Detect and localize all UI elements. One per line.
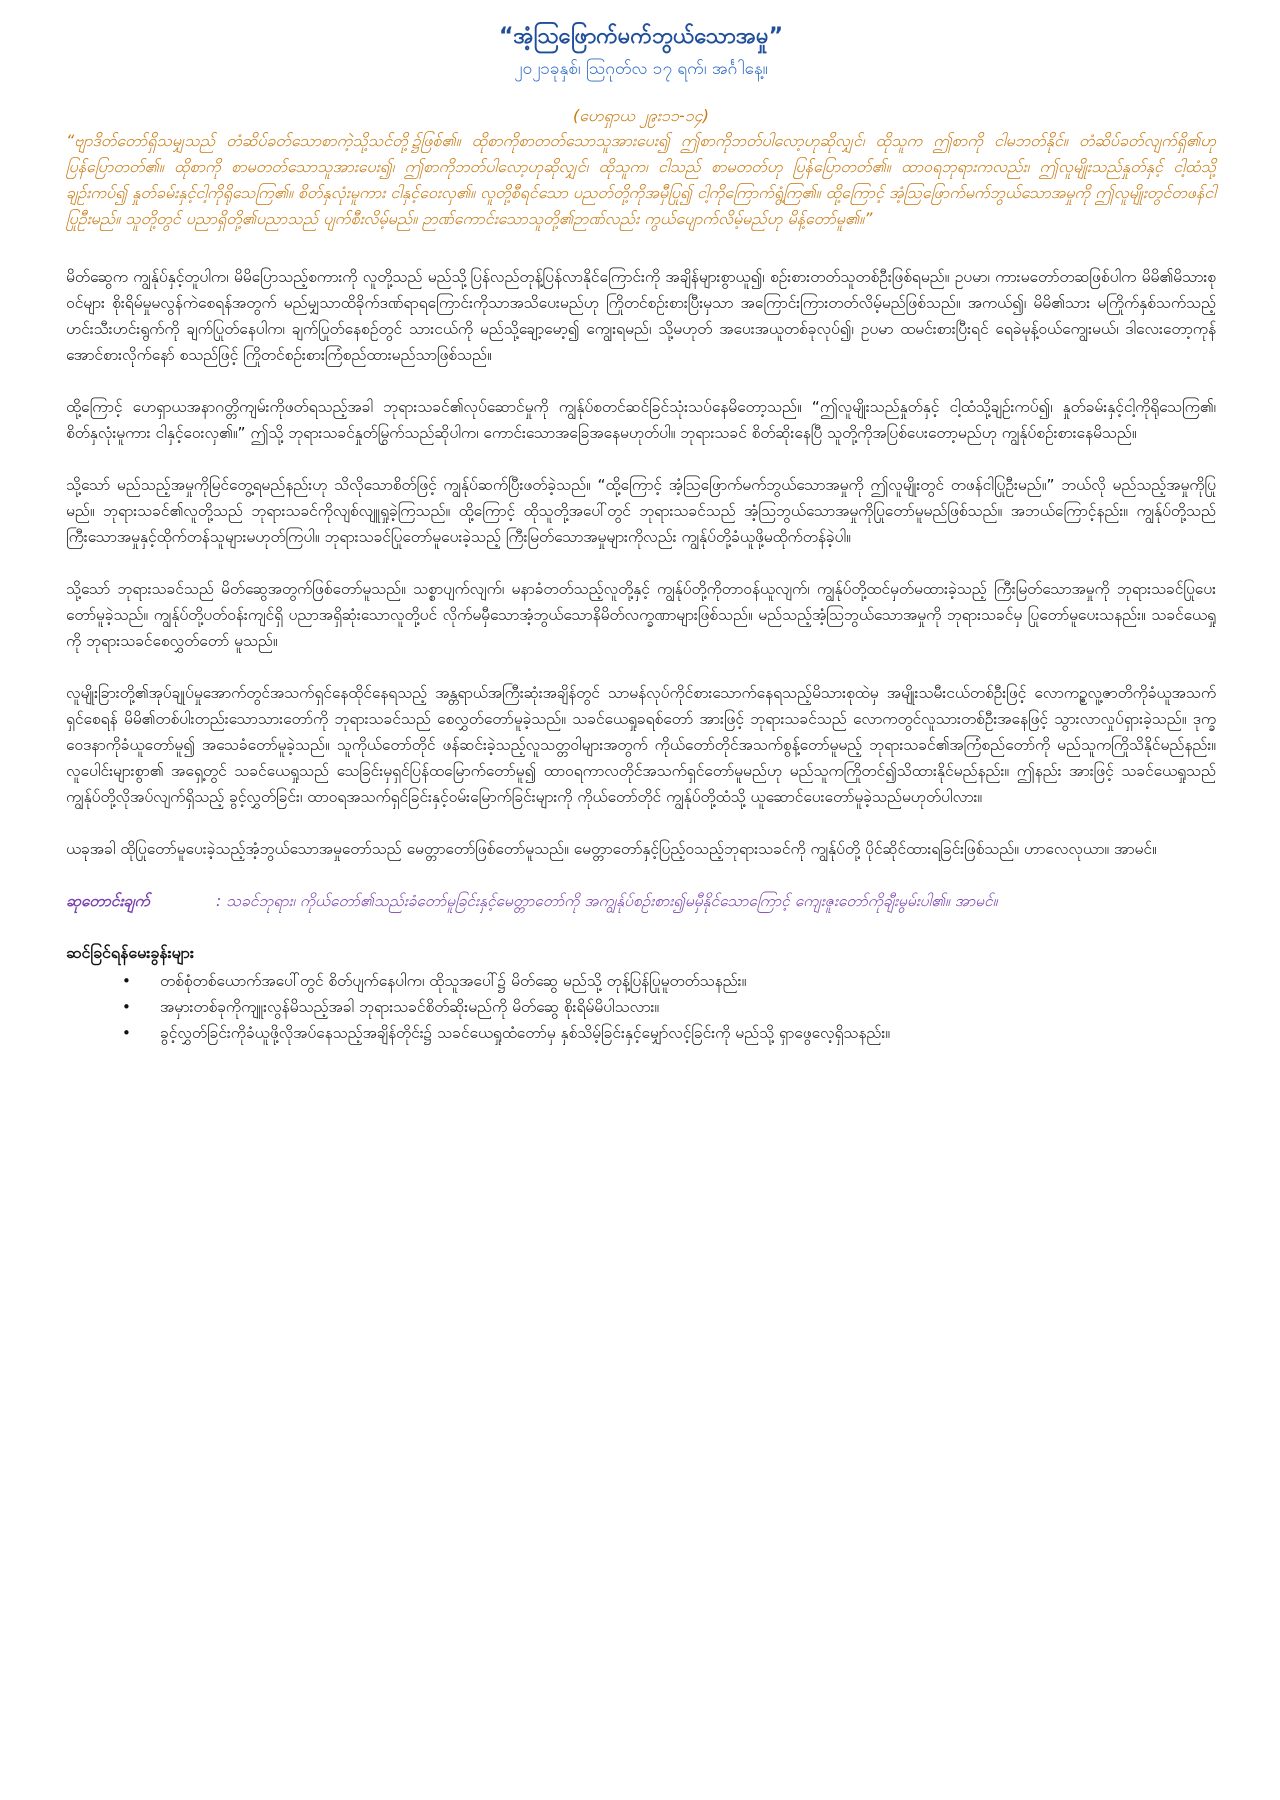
body-paragraph: ယခုအခါ ထိုပြုတော်မူပေးခဲ့သည့်အံ့ဘွယ်သောအမှုတော်သည် မေတ္တာတော်ဖြစ်တော်မူသည်။ မေတ္တာတော်နှင့်ပြည့်ဝသည့်ဘုရားသခင်ကို ကျွန်ုပ်တို့ ပိုင်ဆိုင်ထားရခြင်းဖြစ်သည်။ ဟာလေလုယာ။ အာမင်။ (66, 840, 1157, 858)
bullet-icon: • (122, 998, 131, 1016)
bullet-icon: • (122, 972, 131, 990)
question-text: ခွင့်လွှတ်ခြင်းကိုခံယူဖို့လိုအပ်နေသည့်အချိန်တိုင်း၌ သခင်ယေရှုထံတော်မှ နှစ်သိမ့်ခြင်းနှင့်မျှော်လင့်ခြင်းကို မည်သို့ ရှာဖွေလေ့ရှိသနည်း။ (160, 1024, 891, 1042)
list-item (122, 968, 1216, 994)
scripture-reference: (ဟေရှာယ ၂၉း၁၁-၁၄) (573, 106, 709, 125)
body-paragraph: ထို့ကြောင့် ဟေရှာယအနာဂတ္တိကျမ်းကိုဖတ်ရသည့်အခါ ဘုရားသခင်၏လုပ်ဆောင်မှုကို ကျွန်ုပ်စတင်ဆင်ခြင်သုံးသပ်နေမိတော့သည်။ “ဤလူမျိုးသည်နှုတ်နှင့် ငါ့ထံသို့ချဉ်းကပ်၍၊ နှုတ်ခမ်းနှင့်ငါ့ကိုရိုသေကြ၏၊ စိတ်နှလုံးမူကား ငါနှင့်ဝေးလှ၏။” ဤသို့ ဘုရားသခင်နှုတ်မြွက်သည်ဆိုပါက၊ ကောင်းသောအခြေအနေမဟုတ်ပါ။ ဘုရားသခင် စိတ်ဆိုးနေပြီ သူတို့ကိုအပြစ်ပေးတော့မည်ဟု ကျွန်ုပ်စဉ်းစားနေမိသည်။ (66, 398, 1216, 442)
question-text: အမှားတစ်ခုကိုကျူးလွန်မိသည့်အခါ ဘုရားသခင်စိတ်ဆိုးမည်ကို မိတ်ဆွေ စိုးရိမ်မိပါသလား။ (160, 998, 660, 1016)
body-paragraph: သို့သော် မည်သည့်အမှုကိုမြင်တွေ့ရမည်နည်းဟု သိလိုသောစိတ်ဖြင့် ကျွန်ုပ်ဆက်ပြီးဖတ်ခဲ့သည်။ “ထို့ကြောင့် အံ့သြဖြောက်မက်ဘွယ်သောအမှုကို ဤလူမျိုးတွင် တဖန်ငါပြုဦးမည်။” ဘယ်လို မည်သည့်အမှုကိုပြုမည်။ ဘုရားသခင်၏လူတို့သည် ဘုရားသခင်ကိုလျစ်လျူရှုခဲ့ကြသည်။ ထို့ကြောင့် ထိုသူတို့အပေါ်တွင် ဘုရားသခင်သည် အံ့သြဘွယ်သောအမှုကိုပြုတော်မူမည်ဖြစ်သည်။ အဘယ်ကြောင့်နည်း။ ကျွန်ုပ်တို့သည် ကြီးသောအမှုနှင့်ထိုက်တန်သူများမဟုတ်ကြပါ။ ဘုရားသခင်ပြုတော်မူပေးခဲ့သည့် ကြီးမြတ်သောအမှုများကိုလည်း ကျွန်ုပ်တို့ခံယူဖို့မထိုက်တန်ခဲ့ပါ။ (66, 476, 1216, 546)
body-paragraph: သို့သော် ဘုရားသခင်သည် မိတ်ဆွေအတွက်ဖြစ်တော်မူသည်။ သစ္စာပျက်လျက်၊ မနာခံတတ်သည့်လူတို့နှင့် ကျွန်ုပ်တို့ကိုတာဝန်ယူလျက်၊ ကျွန်ုပ်တို့ထင်မှတ်မထားခဲ့သည့် ကြီးမြတ်သောအမှုကို ဘုရားသခင်ပြုပေးတော်မူခဲ့သည်။ ကျွန်ုပ်တို့ပတ်ဝန်းကျင်ရှိ ပညာအရှိဆုံးသောလူတို့ပင် လိုက်မမှီသောအံ့ဘွယ်သောနိမိတ်လက္ခဏာများဖြစ်သည်။ မည်သည့်အံ့သြဘွယ်သောအမှုကို ဘုရားသခင်မှ ပြုတော်မူပေးသနည်း။ သခင်ယေရှုကို ဘုရားသခင်စေလွှတ်တော် မူသည်။ (66, 580, 1216, 650)
bullet-icon: • (122, 1024, 131, 1042)
prayer-section (66, 888, 1216, 914)
question-text: တစ်စုံတစ်ယောက်အပေါ်တွင် စိတ်ပျက်နေပါက၊ ထိုသူအပေါ်၌ မိတ်ဆွေ မည်သို့ တုန့်ပြန်ပြုမူတတ်သနည်း။ (160, 972, 747, 990)
questions-list (66, 968, 1216, 1046)
questions-heading: ဆင်ခြင်ရန်မေးခွန်းများ (66, 943, 194, 962)
prayer-label: ဆုတောင်းချက် (66, 892, 150, 910)
page-date: ၂၀၂၁ခုနှစ်၊ ဩဂုတ်လ ၁၇ ရက်၊ အင်္ဂါနေ့။ (514, 59, 768, 79)
scripture-text: “ဗျာဒိတ်တော်ရှိသမျှသည် တံဆိပ်ခတ်သောစာကဲ့သို့သင်တို့၌ဖြစ်၏။ ထိုစာကိုစာတတ်သောသူအားပေး၍ ဤစာကိုဘတ်ပါလော့ဟုဆိုလျှင်၊ ထိုသူက ဤစာကို ငါမဘတ်နိုင်။ တံဆိပ်ခတ်လျက်ရှိ၏ဟုပြန်ပြောတတ်၏။ ထိုစာကို စာမတတ်သောသူအားပေး၍၊ ဤစာကိုဘတ်ပါလော့ဟုဆိုလျှင်၊ ထိုသူက၊ ငါသည် စာမတတ်ဟု ပြန်ပြောတတ်၏။ ထာဝရဘုရားကလည်း၊ ဤလူမျိုးသည်နှုတ်နှင့် ငါ့ထံသို့ချဉ်းကပ်၍ နှုတ်ခမ်းနှင့်ငါ့ကိုရိုသေကြ၏။ စိတ်နှလုံးမူကား ငါနှင့်ဝေးလှ၏။ လူတို့စီရင်သော ပညတ်တို့ကိုအမှီပြု၍ ငါ့ကိုကြောက်ရွံ့ကြ၏။ ထို့ကြောင့် အံ့သြဖြောက်မက်ဘွယ်သောအမှုကို ဤလူမျိုးတွင်တဖန်ငါပြုဦးမည်။ သူတို့တွင် ပညာရှိတို့၏ပညာသည် ပျက်စီးလိမ့်မည်။ ဉာဏ်ကောင်းသောသူတို့၏ဉာဏ်လည်း ကွယ်ပျောက်လိမ့်မည်ဟု မိန့်တော်မူ၏။” (66, 131, 1217, 228)
page-title: “အံ့သြဖြောက်မက်ဘွယ်သောအမှု” (498, 24, 784, 49)
list-item (122, 994, 1216, 1020)
list-item (122, 1020, 1216, 1046)
prayer-text: : သခင်ဘုရား၊ ကိုယ်တော်၏သည်းခံတော်မူခြင်းနှင့်မေတ္တာတော်ကို အကျွန်ုပ်စဉ်းစား၍မမှီနိုင်သောကြောင့် ကျေးဇူးတော်ကိုချီးမွမ်းပါ၏။ အာမင်။ (216, 892, 998, 910)
body-paragraph: မိတ်ဆွေက ကျွန်ုပ်နှင့်တူပါက၊ မိမိပြောသည့်စကားကို လူတို့သည် မည်သို့ပြန်လည်တုန့်ပြန်လာနိုင်ကြောင်းကို အချိန်များစွာယူ၍၊ စဉ်းစားတတ်သူတစ်ဦးဖြစ်ရမည်။ ဥပမာ၊ ကားမတော်တဆဖြစ်ပါက မိမိ၏မိသားစုဝင်များ စိုးရိမ်မှုမလွန်ကဲစေရန်အတွက် မည်မျှသာထိခိုက်ဒဏ်ရာရကြောင်းကိုသာအသိပေးမည်ဟု ကြိုတင်စဉ်းစားပြီးမှသာ အကြောင်းကြားတတ်လိမ့်မည်ဖြစ်သည်။ အကယ်၍၊ မိမိ၏သား မကြိုက်နှစ်သက်သည့်ဟင်းသီးဟင်းရွက်ကို ချက်ပြုတ်နေပါက၊ ချက်ပြုတ်နေစဉ်တွင် သားငယ်ကို မည်သို့ချော့မော့၍ ကျွေးရမည်၊ သို့မဟုတ် အပေးအယူတစ်ခုလုပ်၍၊ ဥပမာ ထမင်းစားပြီးရင် ရေခဲမုန့်ဝယ်ကျွေးမယ်၊ ဒါလေးတော့ကုန်အောင်စားလိုက်နော် စသည်ဖြင့် ကြိုတင်စဉ်းစားကြံစည်ထားမည်သာဖြစ်သည်။ (66, 268, 1216, 364)
body-paragraph: လူမျိုးခြားတို့၏အုပ်ချုပ်မှုအောက်တွင်အသက်ရှင်နေထိုင်နေရသည့် အန္တရာယ်အကြီးဆုံးအချိန်တွင် သာမန်လုပ်ကိုင်စားသောက်နေရသည့်မိသားစုထဲမှ အမျိုးသမီးငယ်တစ်ဦးဖြင့် လောကဥ္စလူ့ဇာတိကိုခံယူအသက်ရှင်စေရန် မိမိ၏တစ်ပါးတည်းသောသားတော်ကို ဘုရားသခင်သည် စေလွှတ်တော်မူခဲ့သည်။ သခင်ယေရှုခရစ်တော် အားဖြင့် ဘုရားသခင်သည် လောကတွင်လူသားတစ်ဦးအနေဖြင့် သွားလာလှုပ်ရှားခဲ့သည်။ ဒုက္ခဝေဒနာကိုခံယူတော်မူ၍ အသေခံတော်မူခဲ့သည်။ သူကိုယ်တော်တိုင် ဖန်ဆင်းခဲ့သည့်လူသတ္တဝါများအတွက် ကိုယ်တော်တိုင်အသက်စွန့်တော်မူမည့် ဘုရားသခင်၏အကြံစည်တော်ကို မည်သူကကြိုသိနိုင်မည်နည်း။ လူပေါင်းများစွာ၏ အရှေ့တွင် သခင်ယေရှုသည် သေခြင်းမှရှင်ပြန်ထမြောက်တော်မူ၍ ထာဝရကာလတိုင်အသက်ရှင်တော်မူမည်ဟု မည်သူကကြိုတင်၍သိထားနိုင်မည်နည်း။ ဤနည်း အားဖြင့် သခင်ယေရှုသည် ကျွန်ုပ်တို့လိုအပ်လျက်ရှိသည့် ခွင့်လွှတ်ခြင်း၊ ထာဝရအသက်ရှင်ခြင်းနှင့်ဝမ်းမြောက်ခြင်းများကို ကိုယ်တော်တိုင် ကျွန်ုပ်တို့ထံသို့ ယူဆောင်ပေးတော်မူခဲ့သည်မဟုတ်ပါလား။ (66, 684, 1216, 806)
